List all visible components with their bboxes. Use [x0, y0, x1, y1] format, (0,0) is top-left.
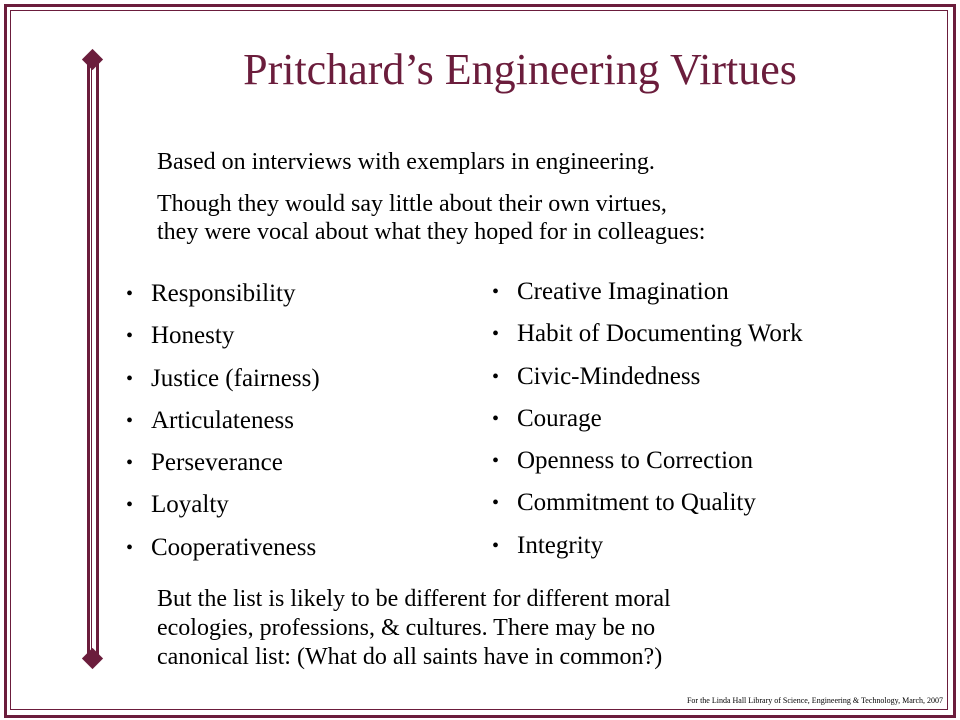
bullet-icon: • [126, 367, 134, 390]
closing-line-3: canonical list: (What do all saints have in common?) [157, 644, 663, 670]
bullet-icon: • [492, 407, 500, 430]
bullet-icon: • [126, 283, 134, 305]
list-item [126, 534, 320, 576]
decorative-vertical-rule [87, 62, 99, 660]
bullet-icon: • [492, 323, 500, 346]
virtue-label: Honesty [151, 322, 235, 350]
list-item [126, 280, 320, 322]
list-item [126, 491, 320, 533]
list-item [126, 322, 320, 364]
bullet-icon: • [492, 281, 500, 303]
virtue-label: Responsibility [151, 280, 296, 307]
closing-paragraph [157, 585, 671, 672]
bullet-icon: • [126, 325, 134, 348]
list-item [492, 532, 803, 574]
virtue-label: Loyalty [151, 491, 229, 519]
virtue-label: Commitment to Quality [517, 489, 756, 517]
intro-paragraph [157, 190, 705, 246]
virtue-label: Civic-Mindedness [517, 362, 701, 390]
list-item [492, 320, 803, 362]
list-item [492, 278, 803, 320]
virtue-label: Justice (fairness) [151, 364, 320, 392]
bullet-icon: • [126, 536, 134, 559]
bullet-icon: • [126, 409, 134, 432]
closing-line-1: But the list is likely to be different for different moral [157, 586, 671, 612]
virtue-label: Openness to Correction [517, 447, 754, 475]
virtue-label: Courage [517, 404, 602, 432]
list-item [492, 489, 803, 531]
virtue-label: Creative Imagination [517, 278, 729, 305]
virtue-label: Habit of Documenting Work [517, 320, 803, 348]
intro-line-3: they were vocal about what they hoped for in colleagues: [157, 219, 706, 245]
list-item [492, 405, 803, 447]
virtues-list-left [126, 280, 320, 576]
footer-credit: For the Linda Hall Library of Science, Engineering & Technology, March, 2007 [686, 696, 943, 705]
list-item [126, 449, 320, 491]
list-item [126, 407, 320, 449]
virtues-list-right [492, 278, 803, 574]
virtue-label: Perseverance [151, 449, 283, 477]
bullet-icon: • [492, 534, 500, 557]
list-item [492, 447, 803, 489]
intro-line-1: Based on interviews with exemplars in engineering. [157, 149, 655, 175]
virtue-label: Cooperativeness [151, 533, 317, 561]
list-item [492, 363, 803, 405]
bullet-icon: • [492, 450, 500, 473]
virtue-label: Articulateness [151, 406, 295, 434]
list-item [126, 365, 320, 407]
closing-line-2: ecologies, professions, & cultures. There may be no [157, 615, 656, 641]
virtue-label: Integrity [517, 531, 604, 559]
intro-line-2: Though they would say little about their own virtues, [157, 191, 667, 217]
bullet-icon: • [492, 492, 500, 515]
bullet-icon: • [492, 365, 500, 388]
bullet-icon: • [126, 494, 134, 517]
slide-title: Pritchard’s Engineering Virtues [243, 45, 797, 94]
bullet-icon: • [126, 452, 134, 475]
